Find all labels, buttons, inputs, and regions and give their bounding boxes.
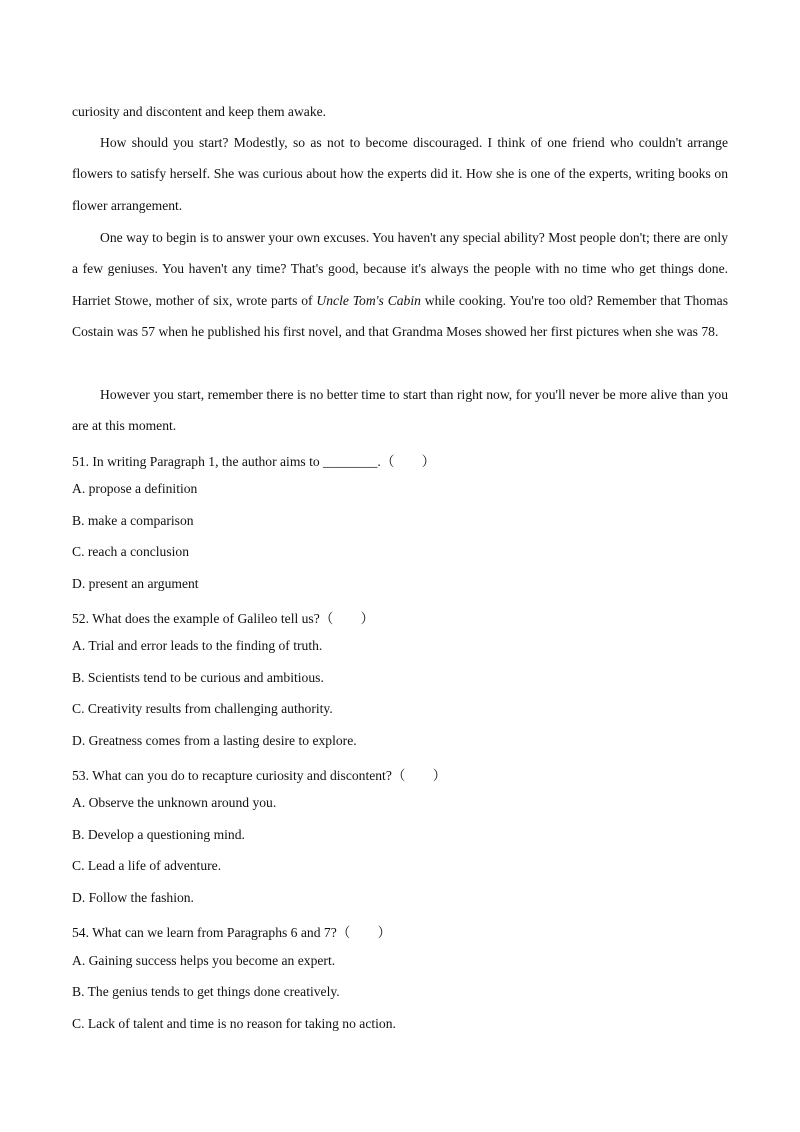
question-52-option-a: A. Trial and error leads to the finding of truth.	[72, 638, 323, 653]
question-51-option-c: C. reach a conclusion	[72, 544, 190, 559]
question-52-option-b: B. Scientists tend to be curious and ambitious.	[72, 670, 324, 685]
passage-paragraph-start: How should you start? Modestly, so as not to become discouraged. I think of one friend who couldn't arrange flowers to satisfy herself. She was curious about how the experts did it. How she is one of the experts, writing books on flower arrangement.	[72, 135, 728, 213]
question-53-option-b: B. Develop a questioning mind.	[72, 827, 245, 842]
book-title-italic: Uncle Tom's Cabin	[316, 292, 421, 308]
question-53-stem: 53. What can you do to recapture curiosity and discontent?（ ）	[72, 768, 447, 783]
question-51-stem: 51. In writing Paragraph 1, the author aims to ________.（ ）	[72, 454, 436, 469]
question-51-option-d: D. present an argument	[72, 576, 199, 591]
question-54-option-c: C. Lack of talent and time is no reason for taking no action.	[72, 1016, 396, 1031]
question-54-stem: 54. What can we learn from Paragraphs 6 and 7?（ ）	[72, 925, 392, 940]
question-53-option-a: A. Observe the unknown around you.	[72, 795, 277, 810]
question-52-option-d: D. Greatness comes from a lasting desire to explore.	[72, 733, 357, 748]
question-51-option-b: B. make a comparison	[72, 513, 194, 528]
question-54-option-a: A. Gaining success helps you become an expert.	[72, 953, 336, 968]
question-54-option-b: B. The genius tends to get things done creatively.	[72, 984, 340, 999]
question-53-option-c: C. Lead a life of adventure.	[72, 858, 222, 873]
paragraph-text-after-title: while cooking. You're too old? Remember that Thomas Costain was 57 when he published his first novel, and that Grandma Moses showed her first pictures when she was 78.	[72, 292, 728, 340]
passage-paragraph-excuses	[72, 222, 728, 348]
paragraph-text-before-title: One way to begin is to answer your own excuses. You haven't any special ability? Most people don't; there are only a few geniuses. You haven't any time? That's good, because it's always the people with no time who get things done. Harriet Stowe, mother of six, wrote parts of	[72, 230, 728, 308]
question-52-stem: 52. What does the example of Galileo tell us?（ ）	[72, 611, 375, 626]
question-52-option-c: C. Creativity results from challenging authority.	[72, 701, 333, 716]
question-53-option-d: D. Follow the fashion.	[72, 890, 194, 905]
question-51-option-a: A. propose a definition	[72, 481, 198, 496]
passage-paragraph-continuation: curiosity and discontent and keep them awake.	[72, 104, 327, 119]
passage-paragraph-conclusion: However you start, remember there is no better time to start than right now, for you'll never be more alive than you are at this moment.	[72, 387, 728, 434]
